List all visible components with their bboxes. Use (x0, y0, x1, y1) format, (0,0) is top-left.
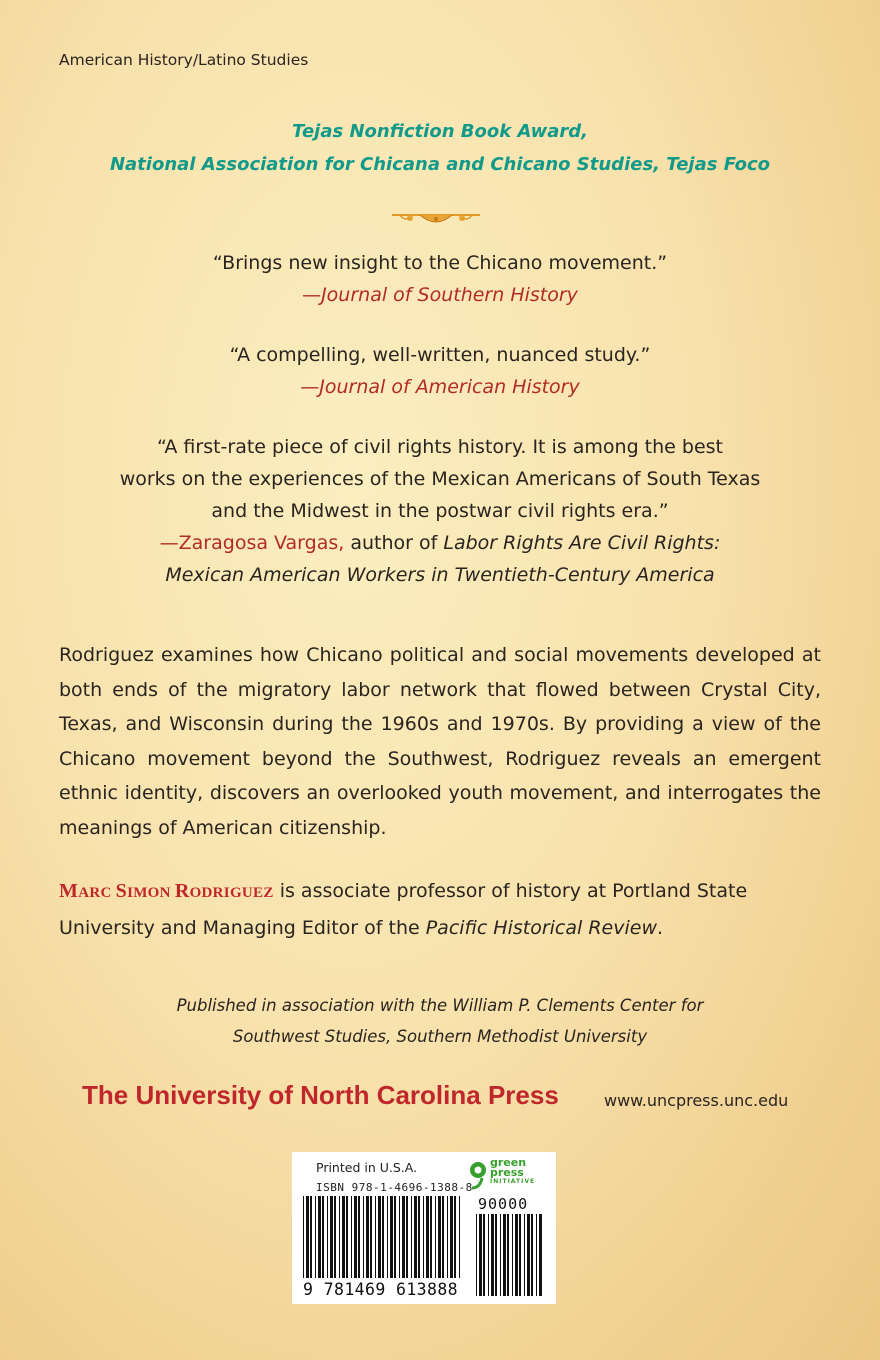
quote-author-of: author of (344, 532, 444, 554)
award-line-1: Tejas Nonfiction Book Award, (292, 121, 588, 142)
barcode-bar (442, 1196, 444, 1278)
quote-source (0, 279, 880, 311)
barcode-bar (351, 1196, 352, 1278)
barcode-bar (330, 1196, 333, 1278)
barcode-bar (318, 1196, 321, 1278)
barcode-bar (402, 1196, 405, 1278)
barcode-bar (438, 1196, 441, 1278)
barcode-bar (399, 1196, 400, 1278)
quote-source-name: Journal of American History (319, 376, 580, 398)
award-line-2: National Association for Chicana and Chicano Studies, Tejas Foco (109, 154, 771, 175)
barcode-bar (406, 1196, 408, 1278)
barcode-bar (454, 1196, 456, 1278)
barcode-bar (310, 1196, 312, 1278)
price-code: 90000 (478, 1195, 529, 1213)
barcode-bar (346, 1196, 348, 1278)
barcode-bar (476, 1214, 477, 1296)
barcode-bar (387, 1196, 388, 1278)
quote-dash: — (300, 376, 320, 398)
ornament-divider-icon (390, 209, 482, 227)
quote-book-subtitle: Mexican American Workers in Twentieth-Century America (165, 564, 715, 586)
barcode-bar (479, 1214, 482, 1296)
barcode-bar (306, 1196, 309, 1278)
green-press-logo-text: green press INITIATIVE (490, 1156, 536, 1185)
barcode-bar (366, 1196, 369, 1278)
publisher-url: www.uncpress.unc.edu (604, 1091, 789, 1110)
barcode-bar (539, 1214, 542, 1296)
barcode-bar (414, 1196, 417, 1278)
barcode-bar (342, 1196, 345, 1278)
price-barcode (476, 1214, 544, 1296)
printed-in-label: Printed in U.S.A. (316, 1160, 418, 1175)
barcode-bar (411, 1196, 412, 1278)
isbn-label: ISBN 978-1-4696-1388-8 (316, 1181, 473, 1194)
barcode-bar (531, 1214, 533, 1296)
quote-text-line: and the Midwest in the postwar civil rights era.” (211, 500, 669, 522)
author-bio-text: is associate professor of history at Portland State University and Managing Editor of the (59, 880, 748, 939)
quote-book-title: Labor Rights Are Civil Rights: (443, 532, 721, 554)
barcode-bar (435, 1196, 436, 1278)
barcode-bar (515, 1214, 518, 1296)
barcode-bar (447, 1196, 448, 1278)
quote-text: “A compelling, well-written, nuanced study.” (229, 344, 651, 366)
barcode-bar (491, 1214, 494, 1296)
barcode-bar (527, 1214, 530, 1296)
category-label: American History/Latino Studies (59, 51, 309, 69)
barcode-bar (483, 1214, 485, 1296)
barcode-bar (339, 1196, 340, 1278)
quote-attribution (0, 527, 880, 559)
barcode-number: 9 781469 613888 (303, 1280, 459, 1299)
barcode-bar (358, 1196, 360, 1278)
barcode-bar (375, 1196, 376, 1278)
barcode-bar (390, 1196, 393, 1278)
barcode-bar (450, 1196, 453, 1278)
barcode-bar (418, 1196, 420, 1278)
barcode-bar (536, 1214, 537, 1296)
quote-dash: — (302, 284, 322, 306)
barcode-bar (500, 1214, 501, 1296)
association-note: Published in association with the William P. Clements Center for Southwest Studies, Southern Methodist University (176, 996, 704, 1046)
barcode-bar (370, 1196, 372, 1278)
barcode-bar (430, 1196, 432, 1278)
barcode-bar (524, 1214, 525, 1296)
barcode-bar (394, 1196, 396, 1278)
isbn-barcode (303, 1196, 461, 1278)
author-bio: MARC SIMON RODRIGUEZ is associate professor of history at Portland State University and Managing Editor of the Pacific Historical Review. (59, 880, 748, 939)
barcode-bar (423, 1196, 424, 1278)
barcode-bar (519, 1214, 521, 1296)
review-quote-3 (0, 431, 880, 591)
quote-source-name: Journal of Southern History (321, 284, 578, 306)
barcode-bar (363, 1196, 364, 1278)
barcode-bar (512, 1214, 513, 1296)
barcode-bar (426, 1196, 429, 1278)
quote-text-line: “A first-rate piece of civil rights history. It is among the best (156, 436, 724, 458)
barcode-bar (503, 1214, 506, 1296)
barcode-bar (315, 1196, 316, 1278)
journal-title: Pacific Historical Review (425, 916, 657, 939)
barcode-bar (459, 1196, 460, 1278)
publisher-name: The University of North Carolina Press (82, 1080, 559, 1110)
quote-text-line: works on the experiences of the Mexican Americans of South Texas (119, 468, 761, 490)
book-description: Rodriguez examines how Chicano political and social movements developed at both ends of the migratory labor network that flowed between Crystal City, Texas, and Wisconsin during the 1960s and 1970s. By providing a view of the Chicano movement beyond the Southwest, Rodriguez reveals an emergent ethnic identity, discovers an overlooked youth movement, and interrogates the meanings of American citizenship. (59, 644, 821, 839)
review-quote-2 (0, 339, 880, 403)
quote-text: “Brings new insight to the Chicano movement.” (212, 252, 668, 274)
barcode-bar (322, 1196, 324, 1278)
barcode-bar (495, 1214, 497, 1296)
barcode-bar (382, 1196, 384, 1278)
quote-dash: — (159, 532, 179, 554)
barcode-bar (378, 1196, 381, 1278)
quote-author: Zaragosa Vargas, (178, 532, 345, 554)
barcode-bar (488, 1214, 489, 1296)
quote-source (0, 371, 880, 403)
barcode-bar (303, 1196, 304, 1278)
barcode-bar (354, 1196, 357, 1278)
barcode-bar (507, 1214, 509, 1296)
author-name: MARC SIMON RODRIGUEZ (59, 880, 274, 902)
review-quote-1 (0, 247, 880, 311)
barcode-bar (334, 1196, 336, 1278)
barcode-bar (327, 1196, 328, 1278)
